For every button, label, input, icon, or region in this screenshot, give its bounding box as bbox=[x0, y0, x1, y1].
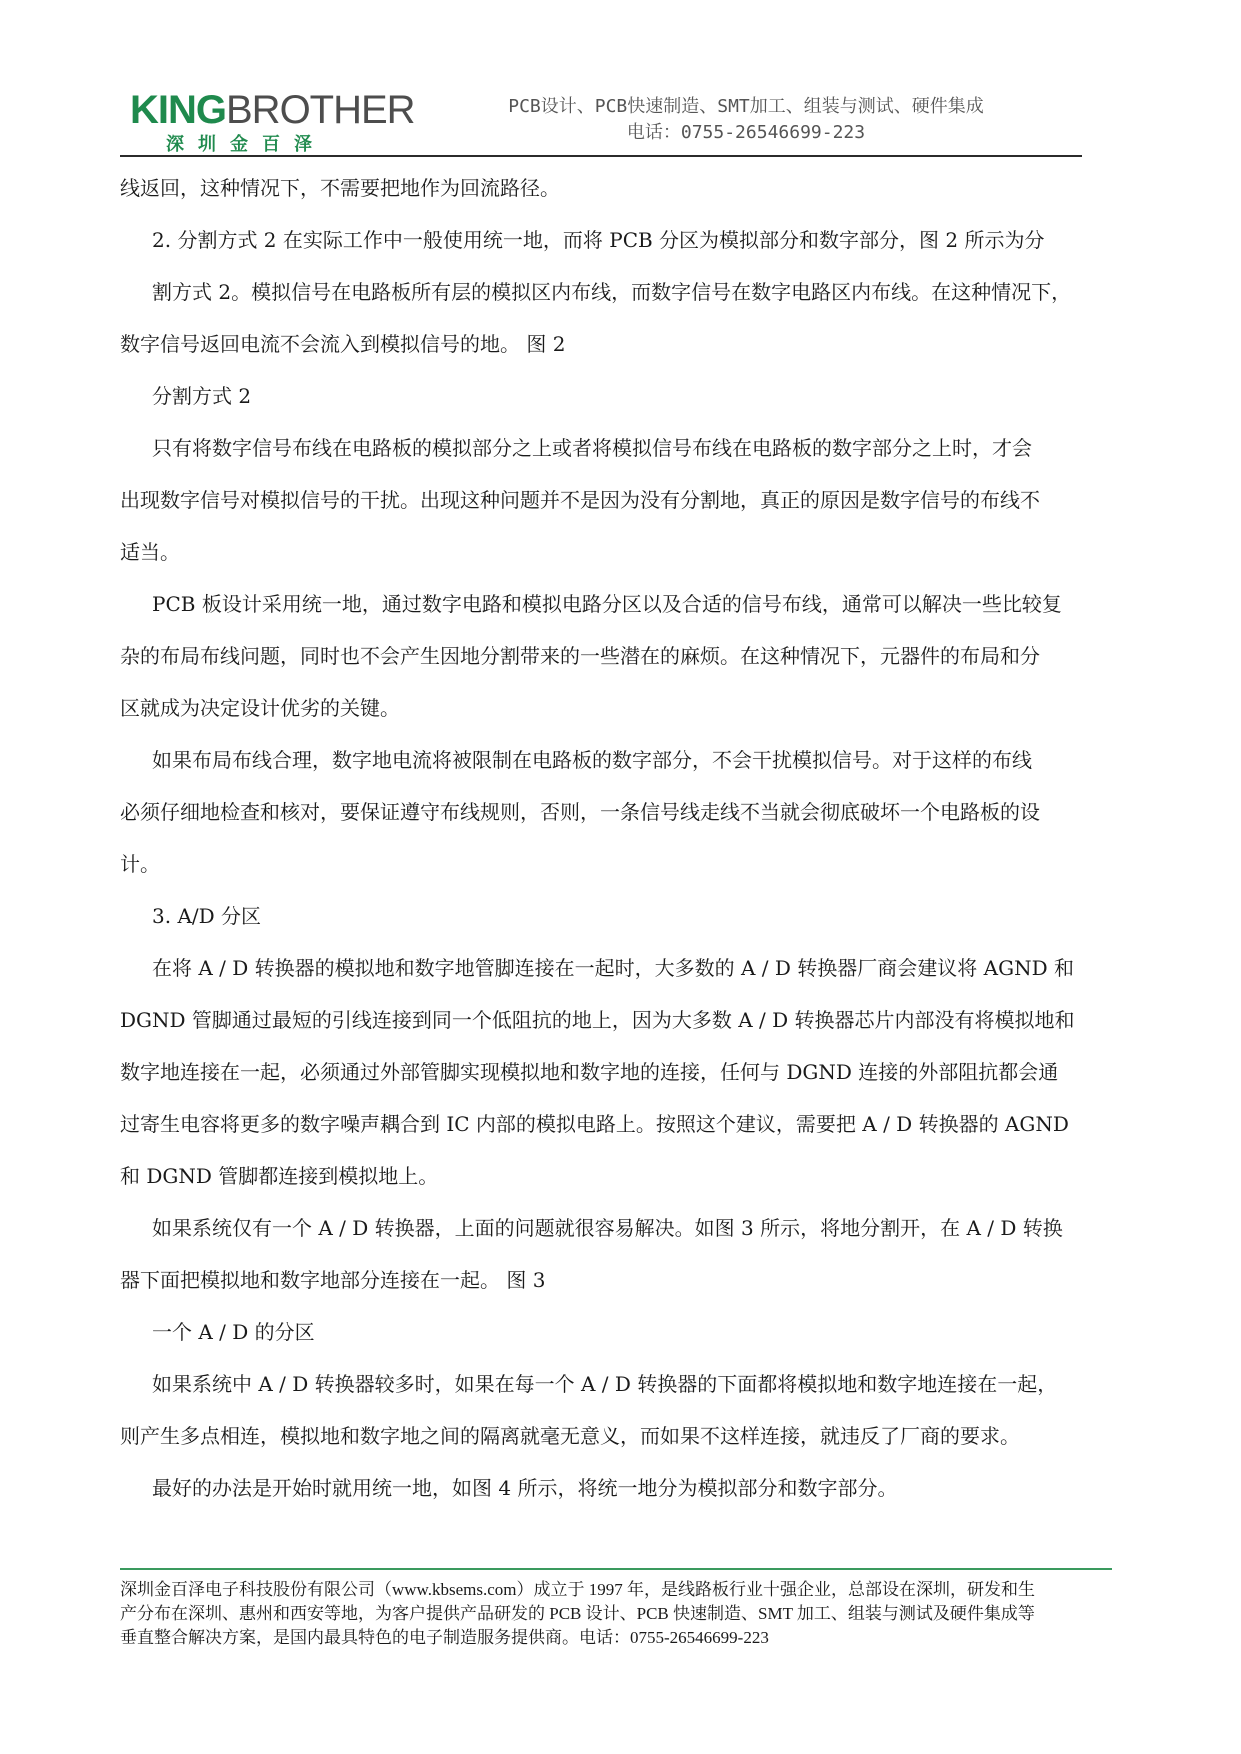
page-footer bbox=[120, 1578, 1120, 1650]
tagline-services: PCB设计、PCB快速制造、SMT加工、组装与测试、硬件集成 bbox=[508, 96, 984, 117]
logo-wordmark-brother: BROTHER bbox=[226, 88, 415, 132]
body-line: 过寄生电容将更多的数字噪声耦合到 IC 内部的模拟电路上。按照这个建议，需要把 A / D 转换器的 AGND bbox=[120, 1112, 1069, 1136]
header-tagline bbox=[466, 94, 1026, 146]
section-heading: 3. A/D 分区 bbox=[152, 904, 262, 928]
body-line: 如果系统仅有一个 A / D 转换器，上面的问题就很容易解决。如图 3 所示，将地分割开，在 A / D 转换 bbox=[152, 1216, 1063, 1240]
body-line: 计。 bbox=[120, 852, 160, 876]
body-line: 如果布局布线合理，数字地电流将被限制在电路板的数字部分，不会干扰模拟信号。对于这样的布线 bbox=[152, 748, 1032, 772]
body-line: 适当。 bbox=[120, 540, 180, 564]
body-line: 数字信号返回电流不会流入到模拟信号的地。 图 2 bbox=[120, 332, 566, 356]
footer-line: 深圳金百泽电子科技股份有限公司（www.kbsems.com）成立于 1997 年，是线路板行业十强企业，总部设在深圳，研发和生 bbox=[120, 1580, 1035, 1599]
page-header bbox=[0, 0, 1241, 160]
body-line: 只有将数字信号布线在电路板的模拟部分之上或者将模拟信号布线在电路板的数字部分之上时，才会 bbox=[152, 436, 1032, 460]
body-line: 出现数字信号对模拟信号的干扰。出现这种问题并不是因为没有分割地，真正的原因是数字信号的布线不 bbox=[120, 488, 1040, 512]
body-line: 和 DGND 管脚都连接到模拟地上。 bbox=[120, 1164, 439, 1188]
company-logo bbox=[130, 88, 415, 156]
body-line: 如果系统中 A / D 转换器较多时，如果在每一个 A / D 转换器的下面都将模拟地和数字地连接在一起， bbox=[152, 1372, 1058, 1396]
figure-caption: 分割方式 2 bbox=[152, 384, 252, 408]
figure-caption: 一个 A / D 的分区 bbox=[152, 1320, 315, 1344]
body-line: 杂的布局布线问题，同时也不会产生因地分割带来的一些潜在的麻烦。在这种情况下，元器件的布局和分 bbox=[120, 644, 1040, 668]
logo-wordmark-king: KING bbox=[130, 88, 226, 132]
body-line: 器下面把模拟地和数字地部分连接在一起。 图 3 bbox=[120, 1268, 546, 1292]
body-line: 割方式 2。模拟信号在电路板所有层的模拟区内布线，而数字信号在数字电路区内布线。在这种情况下， bbox=[152, 280, 1072, 304]
body-line: 在将 A / D 转换器的模拟地和数字地管脚连接在一起时，大多数的 A / D 转换器厂商会建议将 AGND 和 bbox=[152, 956, 1074, 980]
header-divider bbox=[120, 155, 1082, 157]
body-line: 则产生多点相连，模拟地和数字地之间的隔离就毫无意义，而如果不这样连接，就违反了厂商的要求。 bbox=[120, 1424, 1020, 1448]
body-line: 最好的办法是开始时就用统一地，如图 4 所示，将统一地分为模拟部分和数字部分。 bbox=[152, 1476, 898, 1500]
body-line: 数字地连接在一起，必须通过外部管脚实现模拟地和数字地的连接，任何与 DGND 连接的外部阻抗都会通 bbox=[120, 1060, 1059, 1084]
footer-line: 垂直整合解决方案，是国内最具特色的电子制造服务提供商。电话：0755-26546699-223 bbox=[120, 1628, 769, 1647]
body-line: 线返回，这种情况下，不需要把地作为回流路径。 bbox=[120, 176, 560, 200]
body-line: PCB 板设计采用统一地，通过数字电路和模拟电路分区以及合适的信号布线，通常可以解决一些比较复 bbox=[152, 592, 1062, 616]
body-line: 必须仔细地检查和核对，要保证遵守布线规则，否则，一条信号线走线不当就会彻底破坏一个电路板的设 bbox=[120, 800, 1040, 824]
body-line: 区就成为决定设计优劣的关键。 bbox=[120, 696, 400, 720]
footer-line: 产分布在深圳、惠州和西安等地，为客户提供产品研发的 PCB 设计、PCB 快速制造、SMT 加工、组装与测试及硬件集成等 bbox=[120, 1604, 1035, 1623]
tagline-phone: 电话：0755-26546699-223 bbox=[626, 122, 866, 143]
logo-chinese-name: 深圳金百泽 bbox=[166, 134, 326, 155]
document-body bbox=[120, 162, 1120, 1514]
body-line: 2. 分割方式 2 在实际工作中一般使用统一地，而将 PCB 分区为模拟部分和数字部分，图 2 所示为分 bbox=[152, 228, 1045, 252]
footer-divider bbox=[120, 1568, 1112, 1570]
logo-wordmark bbox=[130, 88, 415, 132]
body-line: DGND 管脚通过最短的引线连接到同一个低阻抗的地上，因为大多数 A / D 转换器芯片内部没有将模拟地和 bbox=[120, 1008, 1075, 1032]
